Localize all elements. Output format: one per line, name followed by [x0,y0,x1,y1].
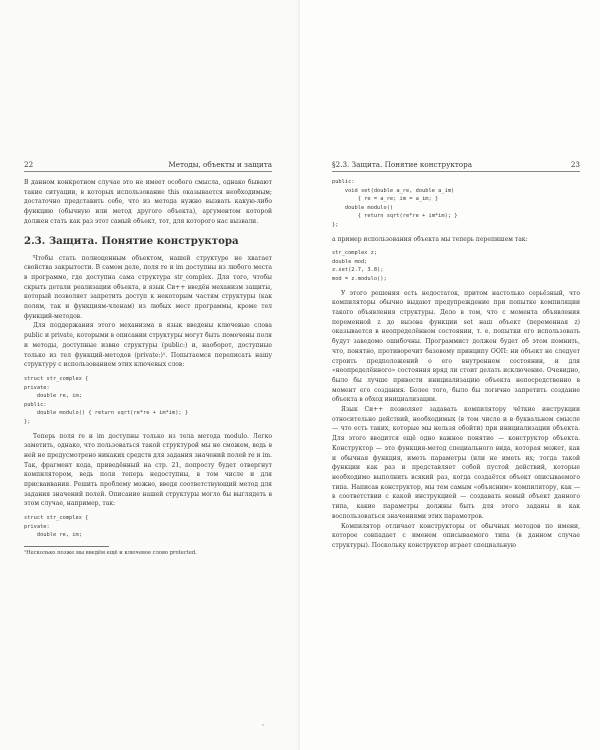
page-mark [262,724,264,726]
left-paragraph-3: Теперь поля re и im доступны только из тела метода modulo. Легко заметить, однако, что пользоваться такой структурой мы не сможем, ведь в ней не предусмотрено никаких средств для задания значений полей re и im. Так, фрагмент кода, приведённый на стр. 21, попросту будет отвергнут компилятором, ведь поля теперь недоступны, в том числе и для присваивания. Решить проблему можно, введя соответствующий метод для задания значений полей. Описание нашей структуры могло бы выглядеть в этом случае, например, так: [24,432,273,508]
left-code-block-2: struct str_complex { private: double re, im; [24,515,89,539]
right-code-block-1: public: void set(double a_re, double a_im) { re = a_re; im = a_im; } double modulo() { return sqrt(re*re + im*im); } }; [332,179,458,228]
left-running-title: Методы, объекты и защита [168,160,272,169]
section-heading: 2.3. Защита. Понятие конструктора [24,234,239,247]
right-column [332,160,580,551]
right-code-block-2: str_complex z; double mod; z.set(2.7, 3.8); mod = z.modulo(); [332,250,387,283]
right-running-header [332,160,580,172]
left-column [24,160,272,557]
right-running-title: §2.3. Защита. Понятие конструктора [332,160,473,169]
footnote-rule [24,546,109,547]
left-paragraph-2: Для поддержания этого механизма в язык введены ключевые слова public и private, которыми в описании структуры могут быть помечены поля и методы, доступные извне структуры (public:) и, наоборот, доступные только из тел функций-методов (private:)¹. Попытаемся переписать нашу структуру с использованием этих ключевых слов: [24,322,272,369]
right-page [300,0,600,750]
right-paragraph-4: Компилятор отличает конструкторы от обычных методов по имени, которое совпадает с именем описываемого типа (в данном случае структуры). Поскольку конструктор играет специальную [332,522,580,549]
right-page-number: 23 [570,160,580,169]
right-paragraph-1: а пример использования объекта мы теперь перепишем так: [332,235,528,243]
left-running-header [24,160,272,172]
right-paragraph-2: У этого решения есть недостаток, притом настолько серьёзный, что компиляторы обычно выдают предупреждение при попытке компиляции такого объявления структуры. Дело в том, что с момента объявления переменной z до вызова функции set наш объект (переменная z) оказывается в неопределённом состоянии, т. е. попытки его использовать будут заведомо ошибочны. Программист должен будет об этом помнить, что, понятно, противоречит базовому принципу ООП: ни объект не следует строить предположений о его внутреннем состоянии, и для «неопределённого» состояния вряд ли стоит делать исключение. Очевидно, было бы лучше привести инициализацию объекта непосредственно в момент его создания. Более того, было бы логично запретить создание объекта в обход инициализации. [332,289,580,404]
left-paragraph-1: Чтобы стать полноценным объектом, нашей структуре не хватает свойства закрытости. В самом деле, поля re и im доступны из любого места в программе, где доступна сама структура str_complex. Для того, чтобы скрыть детали реализации объекта, в язык Си++ введён механизм защиты, который позволяет запретить доступ к некоторым частям структуры (как полям, так и функциям-членам) из любых мест программы, кроме тел функций-методов. [24,254,272,320]
left-code-block-1: struct str_complex { private: double re, im; public: double modulo() { return sqrt(re*re + im*im); } }; [24,375,189,425]
left-page-number: 22 [24,160,34,169]
right-paragraph-3: Язык Си++ позволяет задавать компилятору чёткие инструкции относительно действий, необходимых (в том числе и в буквальном смысле — что есть таких, которые мы нельзя обойти) при инициализации объекта. Для этого вводится ещё одно важное понятие — конструктор объекта. Конструктор — это функция-метод специального вида, которая может, как и обычная функция, иметь параметры (или не иметь их; тогда такой функции как раз и представляет собой пустой действий, которые необходимо выполнить всякий раз, когда создаётся объект описываемого типа. Написав конструктор, мы тем самым «объясним» компилятору, как — в соответствии с какой инструкцией — создавать новый объект данного типа, какие параметры должны быть для этого заданы и как воспользоваться значениями этих параметров. [332,406,580,520]
footnote: ¹Несколько позже мы введём ещё и ключевое слово protected. [24,549,197,556]
left-intro-paragraph: В данном конкретном случае это не имеет особого смысла, однако бывают такие ситуации, в которых использование this оказывается необходимым; достаточно представить себе, что из метода нужно вызвать какую-либо функцию (обычную или метод другого объекта), аргументом которой должен стать как раз этот самый объект, тот, для которого нас вызвали. [24,179,272,225]
